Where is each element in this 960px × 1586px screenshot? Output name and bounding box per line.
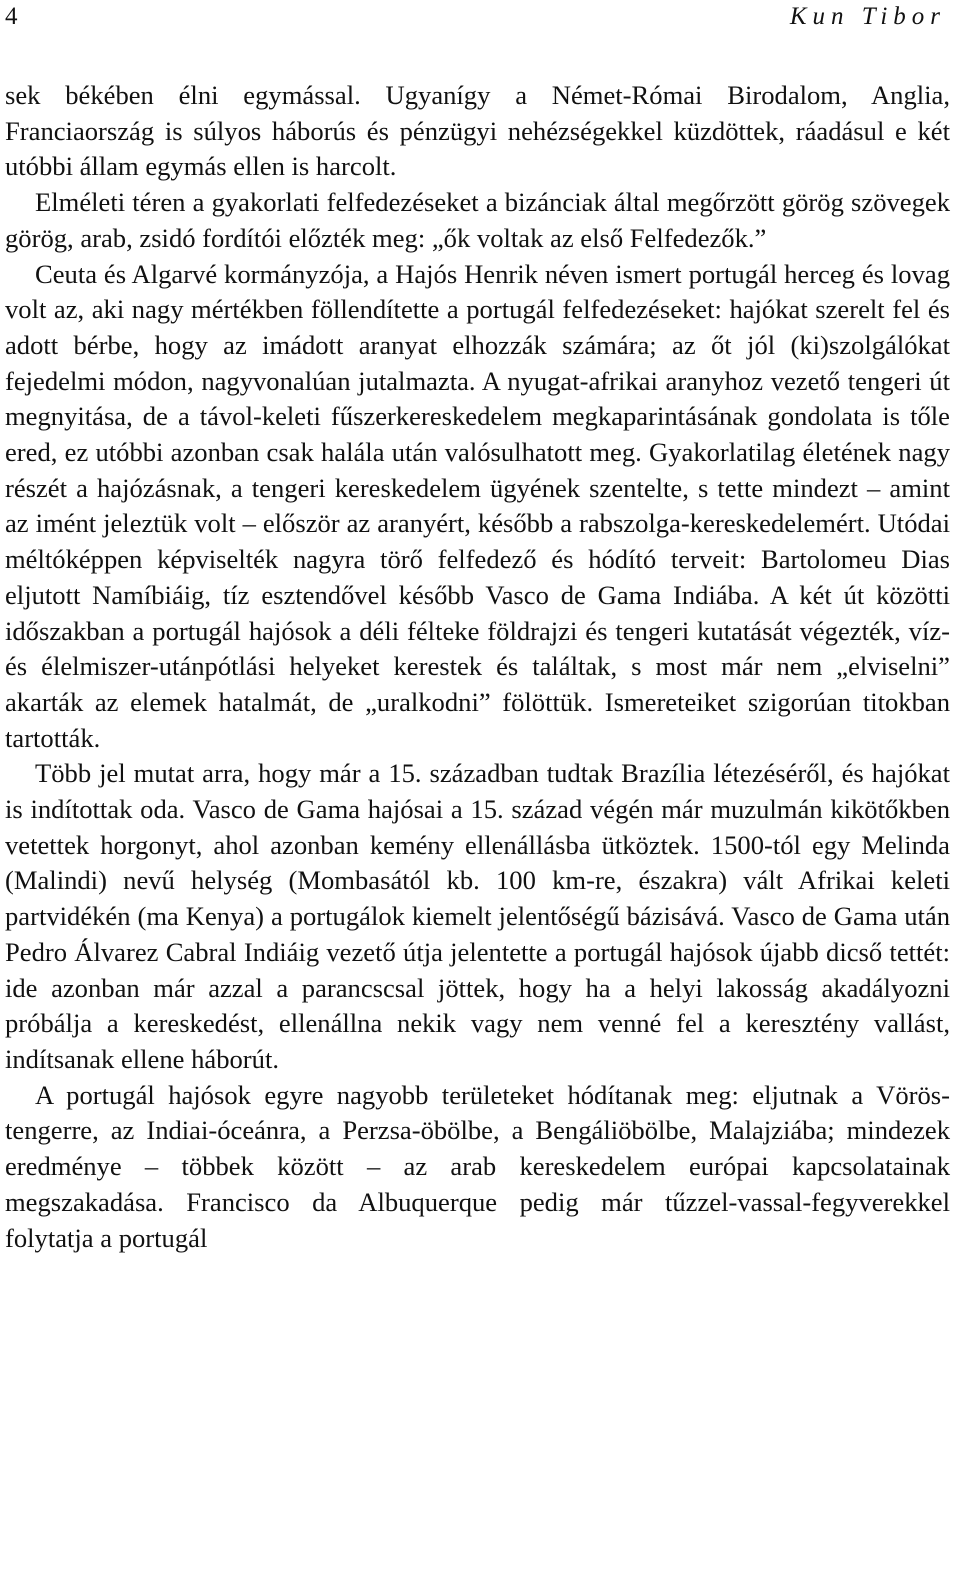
page-header — [5, 0, 950, 78]
paragraph: Több jel mutat arra, hogy már a 15. században tudtak Brazília létezéséről, és hajókat is indítottak oda. Vasco de Gama hajósai a 15. század végén már muzulmán kikötőkben vetettek horgonyt, ahol azonban kemény ellenállásba ütköztek. 1500-tól egy Melinda (Malindi) nevű helység (Mombasától kb. 100 km-re, északra) vált Afrikai keleti partvidékén (ma Kenya) a portugálok kiemelt jelentőségű bázisává. Vasco de Gama után Pedro Álvarez Cabral Indiáig vezető útja jelentette a portugál hajósok újabb dicső tettét: ide azonban már azzal a parancscsal jöttek, hogy ha a helyi lakosság akadályozni próbálja a kereskedést, ellenállna nekik vagy nem venné fel a keresztény vallást, indítsanak ellene háborút. — [5, 758, 950, 1074]
running-title: Kun Tibor — [789, 3, 946, 30]
paragraph: sek békében élni egymással. Ugyanígy a Német-Római Birodalom, Anglia, Franciaország is súlyos háborús és pénzügyi nehézségekkel küzdöttek, ráadásul e két utóbbi állam egymás ellen is harcolt. — [5, 80, 950, 182]
page-number: 4 — [5, 3, 18, 30]
paragraph: Elméleti téren a gyakorlati felfedezéseket a bizánciak által megőrzött görög szövegek görög, arab, zsidó fordítói előzték meg: „ők voltak az első Felfedezők.” — [5, 187, 950, 253]
paragraph: A portugál hajósok egyre nagyobb területeket hódítanak meg: eljutnak a Vörös-tengerre, az Indiai-óceánra, a Perzsa-öbölbe, a Bengáliöbölbe, Malajziába; mindezek eredménye – többek között – az arab kereskedelem európai kapcsolatainak megszakadása. Francisco da Albuquerque pedig már tűzzel-vassal-fegyverekkel folytatja a portugál — [5, 1079, 950, 1253]
paragraph: Ceuta és Algarvé kormányzója, a Hajós Henrik néven ismert portugál herceg és lovag volt az, aki nagy mértékben föllendítette a portugál felfedezéseket: hajókat szerelt fel és adott bérbe, hogy az imádott aranyat elhozzák számára; az őt jól (ki)szolgálókat fejedelmi módon, nagyvonalúan jutalmazta. A nyugat-afrikai aranyhoz vezető tengeri út megnyitása, de a távol-keleti fűszerkereskedelem megkaparintásának gondolata is tőle ered, ez utóbbi azonban csak halála után valósulhatott meg. Gyakorlatilag életének nagy részét a hajózásnak, a tengeri kereskedelem ügyének szentelte, s tette mindezt – amint az imént jeleztük volt – először az aranyért, később a rabszolga-kereskedelemért. Utódai méltóképpen képviselték nagyra törő felfedező és hódító terveit: Bartolomeu Dias eljutott Namíbiáig, tíz esztendővel később Vasco de Gama Indiába. A két út közötti időszakban a portugál hajósok a déli félteke földrajzi és tengeri kutatását végezték, víz- és élelmiszer-utánpótlási helyeket kerestek és találtak, s most már nem „elviselni” akarták az elemek hatalmát, de „uralkodni” fölöttük. Ismereteiket szigorúan titokban tartották. — [5, 258, 950, 753]
body-text — [5, 78, 950, 1256]
